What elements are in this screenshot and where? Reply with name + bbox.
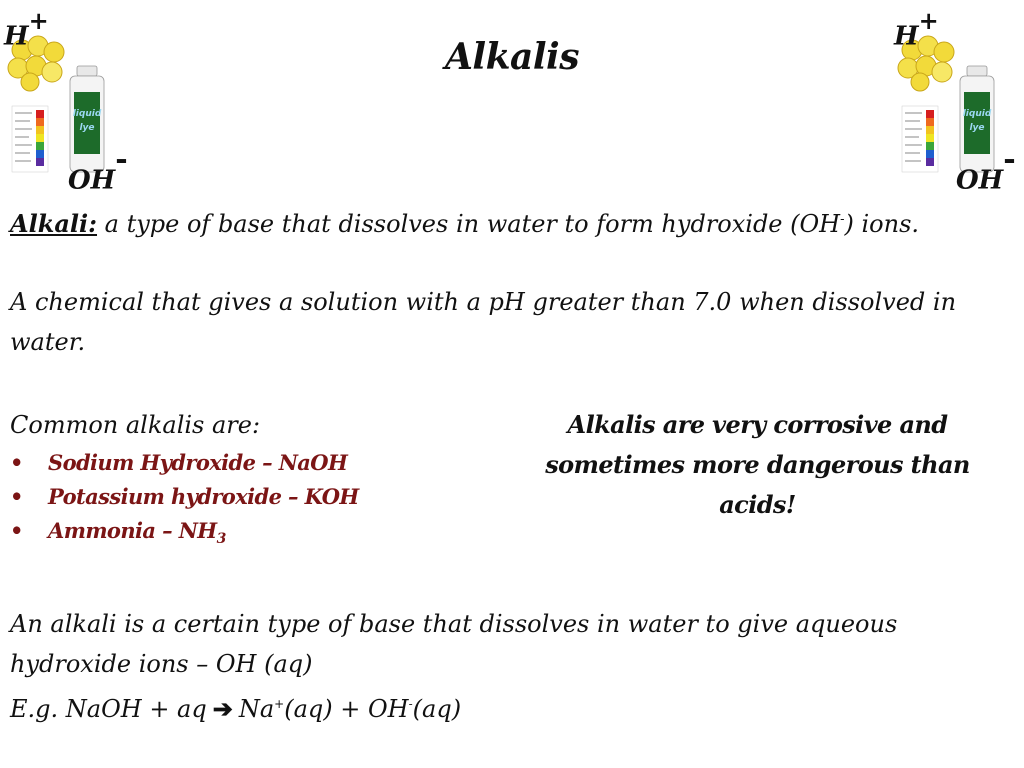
hydrogen-ion-label: H+ <box>4 6 49 52</box>
common-alkalis-heading: Common alkalis are: <box>10 411 261 439</box>
ph-statement: A chemical that gives a solution with a pH greater than 7.0 when dissolved in water. <box>10 288 957 356</box>
corner-decoration-left <box>0 0 128 196</box>
hydrogen-ion-label: H+ <box>894 6 939 52</box>
definition-text: a type of base that dissolves in water to form hydroxide (OH <box>97 210 841 238</box>
svg-text:liquid: liquid <box>962 109 992 119</box>
definition-term: Alkali: <box>10 209 98 238</box>
alkali-definition <box>10 200 1010 244</box>
common-alkalis-list <box>10 446 359 556</box>
bullet: • <box>10 450 23 475</box>
definition-text-end: ) ions. <box>844 210 920 238</box>
bullet: • <box>10 518 23 543</box>
svg-text:liquid: liquid <box>72 109 102 119</box>
list-item: • Ammonia – $NH_3$ <box>10 514 359 556</box>
ph-scale-chart <box>902 106 938 172</box>
corrosive-warning: Alkalis are very corrosive and sometimes more dangerous than acids! <box>545 410 970 519</box>
reaction-arrow-icon: ➔ <box>212 694 233 723</box>
example-equation: E.g. NaOH + aq ➔ Na+(aq) + OH-(aq) <box>10 694 462 723</box>
slide-title: Alkalis <box>445 36 579 78</box>
alkali-explanation: An alkali is a certain type of base that dissolves in water to give aqueous hydroxide ions – OH (aq) <box>10 610 898 678</box>
bullet: • <box>10 484 23 509</box>
svg-text:lye: lye <box>79 123 95 133</box>
ph-scale-chart <box>12 106 48 172</box>
svg-text:lye: lye <box>969 123 985 133</box>
hydroxide-ion-label: OH- <box>68 142 128 196</box>
definition-superscript: - <box>840 212 845 227</box>
corner-decoration-right <box>890 0 1016 196</box>
list-item: • Sodium Hydroxide – NaOH <box>10 446 359 480</box>
hydroxide-ion-label: OH- <box>956 142 1016 196</box>
list-item: • Potassium hydroxide – KOH <box>10 480 359 514</box>
